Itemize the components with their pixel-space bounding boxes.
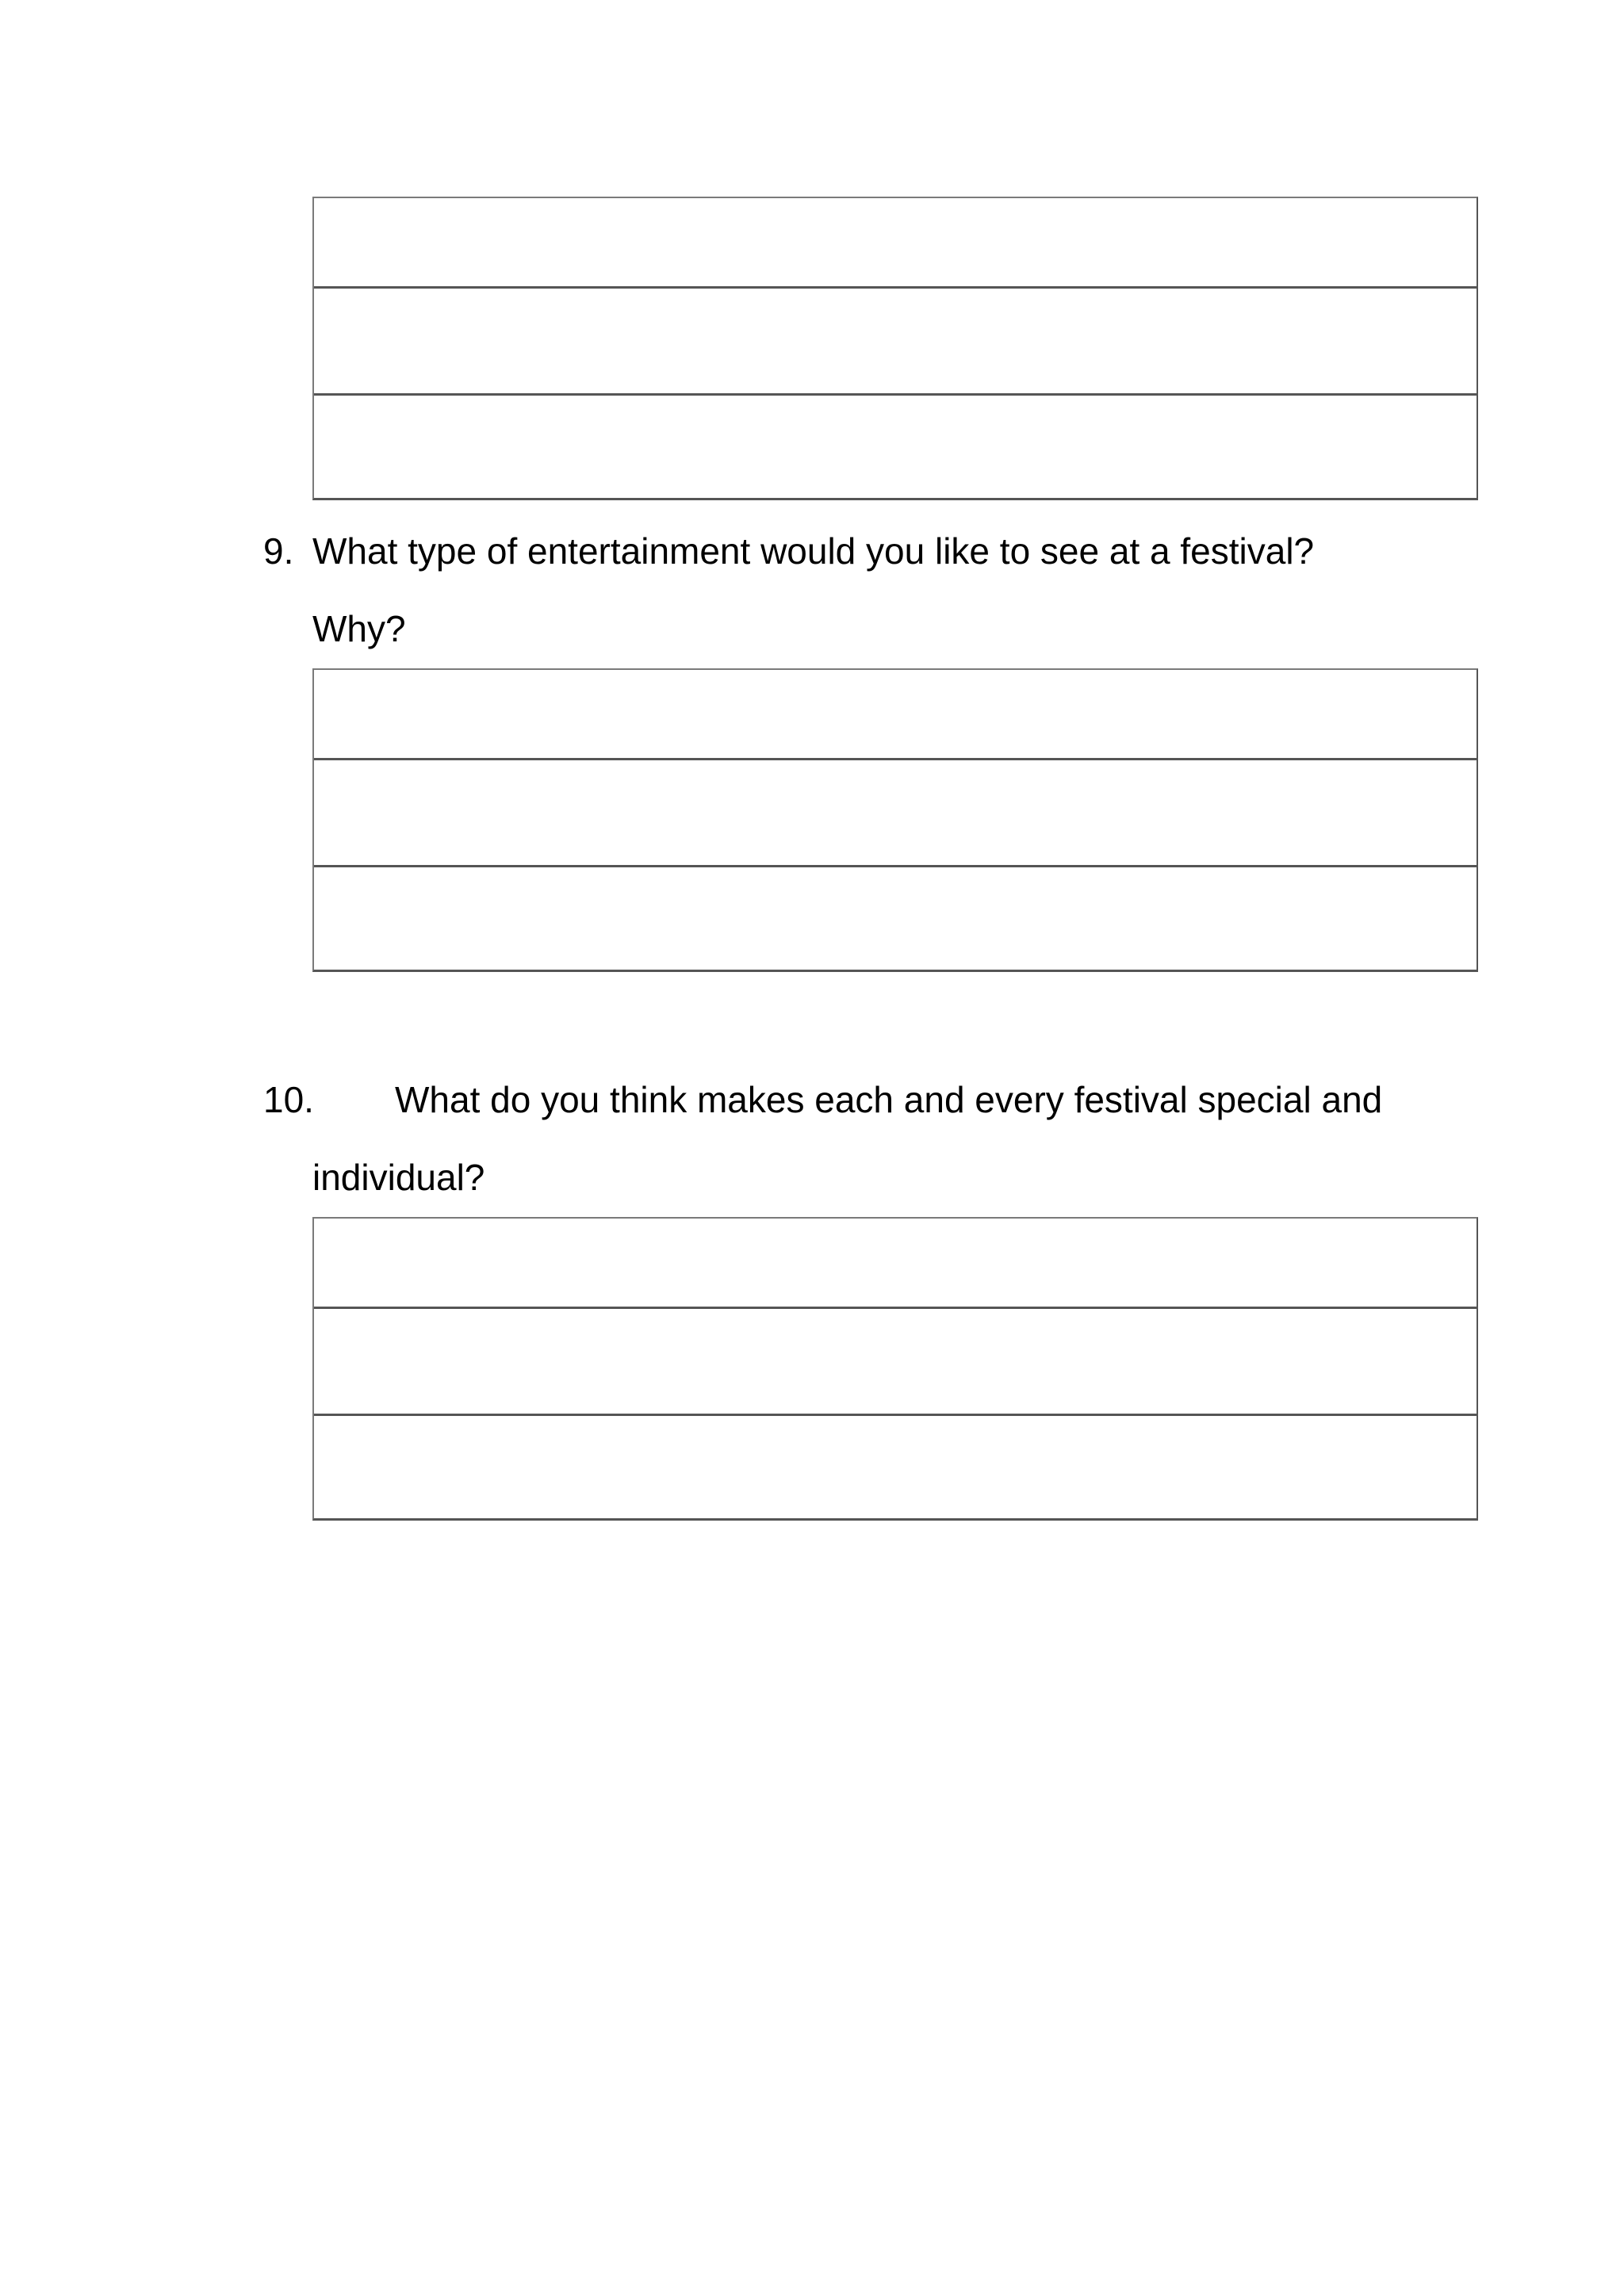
answer-line[interactable] (314, 1309, 1477, 1416)
answer-box-question-9[interactable] (312, 668, 1478, 972)
question-10-text-continued: individual? (312, 1157, 485, 1198)
answer-line[interactable] (314, 867, 1477, 970)
answer-line[interactable] (314, 1416, 1477, 1518)
question-9-text-continued: Why? (312, 608, 406, 649)
answer-line[interactable] (314, 760, 1477, 867)
question-10-number: 10. (263, 1079, 314, 1120)
answer-line[interactable] (314, 1219, 1477, 1309)
answer-line[interactable] (314, 198, 1477, 289)
question-9-number: 9. (263, 530, 294, 572)
answer-box-question-10[interactable] (312, 1217, 1478, 1521)
question-10-text: What do you think makes each and every festival special and (395, 1079, 1383, 1120)
answer-line[interactable] (314, 289, 1477, 396)
answer-line[interactable] (314, 670, 1477, 760)
question-9-text: What type of entertainment would you like to see at a festival? (312, 530, 1315, 572)
answer-box-previous[interactable] (312, 197, 1478, 500)
answer-line[interactable] (314, 396, 1477, 498)
